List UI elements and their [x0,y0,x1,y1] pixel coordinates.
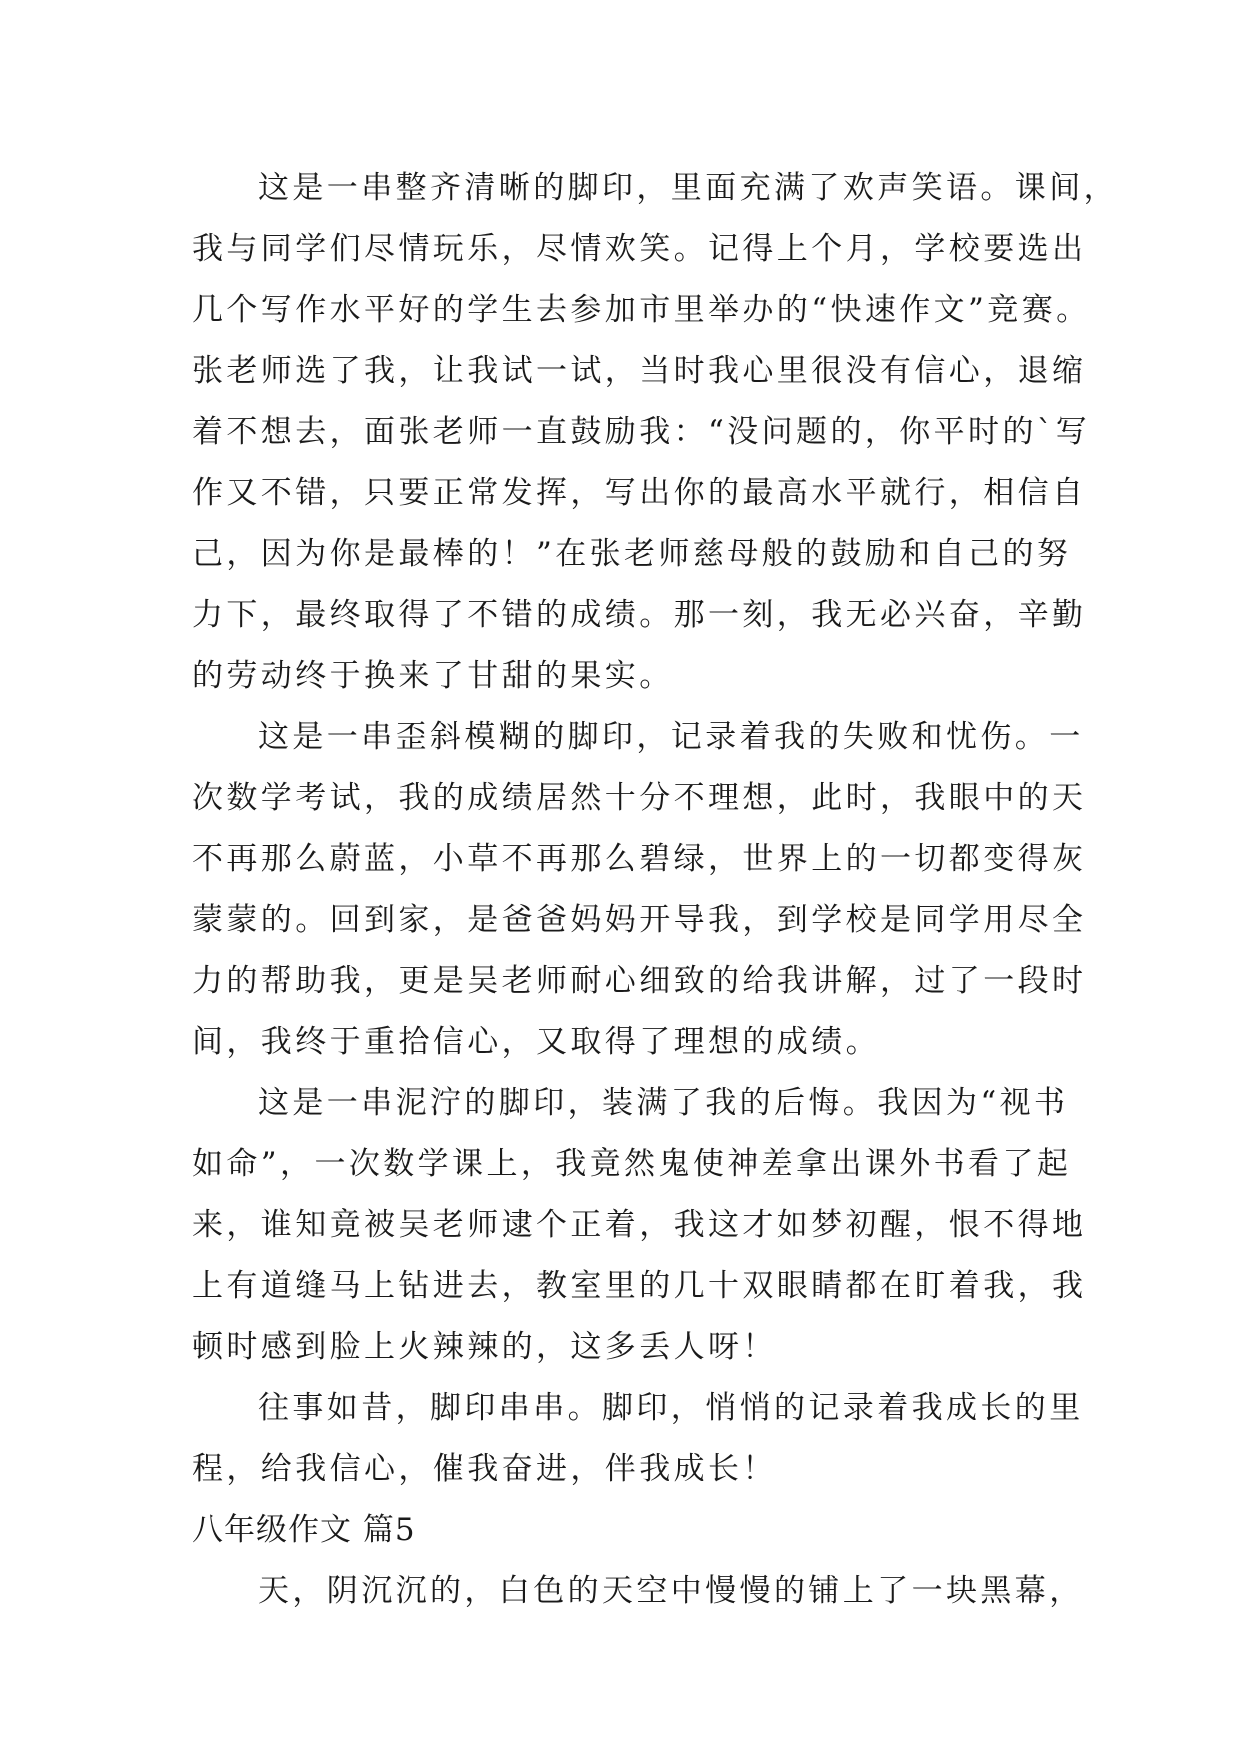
paragraph-line: 力下，最终取得了不错的成绩。那一刻，我无必兴奋，辛勤 [192,597,1087,633]
paragraph-line: 几个写作水平好的学生去参加市里举办的“快速作文”竞赛。 [192,292,1091,328]
paragraph-line: 程，给我信心，催我奋进，伴我成长！ [192,1451,777,1487]
paragraph-line: 次数学考试，我的成绩居然十分不理想，此时，我眼中的天 [192,780,1087,816]
paragraph-line: 的劳动终于换来了甘甜的果实。 [192,658,674,694]
paragraph-line: 这是一串泥泞的脚印，装满了我的后悔。我因为“视书 [258,1085,1069,1121]
section-heading: 八年级作文 篇5 [192,1512,416,1548]
paragraph-line: 上有道缝马上钻进去，教室里的几十双眼睛都在盯着我，我 [192,1268,1087,1304]
paragraph-line: 来，谁知竟被吴老师逮个正着，我这才如梦初醒，恨不得地 [192,1207,1087,1243]
paragraph-line: 作又不错，只要正常发挥，写出你的最高水平就行，相信自 [192,475,1087,511]
paragraph-line: 蒙蒙的。回到家，是爸爸妈妈开导我，到学校是同学用尽全 [192,902,1087,938]
paragraph-line: 着不想去，面张老师一直鼓励我：“没问题的，你平时的`写 [192,414,1091,450]
paragraph-line: 己，因为你是最棒的！”在张老师慈母般的鼓励和自己的努 [192,536,1072,572]
paragraph-line: 这是一串整齐清晰的脚印，里面充满了欢声笑语。课间， [258,170,1118,206]
paragraph-line: 张老师选了我，让我试一试，当时我心里很没有信心，退缩 [192,353,1087,389]
paragraph-line: 如命”，一次数学课上，我竟然鬼使神差拿出课外书看了起 [192,1146,1072,1182]
paragraph-line: 顿时感到脸上火辣辣的，这多丢人呀！ [192,1329,777,1365]
paragraph-line: 不再那么蔚蓝，小草不再那么碧绿，世界上的一切都变得灰 [192,841,1087,877]
paragraph-line: 我与同学们尽情玩乐，尽情欢笑。记得上个月，学校要选出 [192,231,1087,267]
document-body [192,158,1118,1622]
paragraph-line: 间，我终于重拾信心，又取得了理想的成绩。 [192,1024,880,1060]
paragraph-line: 这是一串歪斜模糊的脚印，记录着我的失败和忧伤。一 [258,719,1084,755]
paragraph-line: 力的帮助我，更是吴老师耐心细致的给我讲解，过了一段时 [192,963,1087,999]
paragraph-line: 天，阴沉沉的，白色的天空中慢慢的铺上了一块黑幕， [258,1573,1084,1609]
paragraph-line: 往事如昔，脚印串串。脚印，悄悄的记录着我成长的里 [258,1390,1084,1426]
